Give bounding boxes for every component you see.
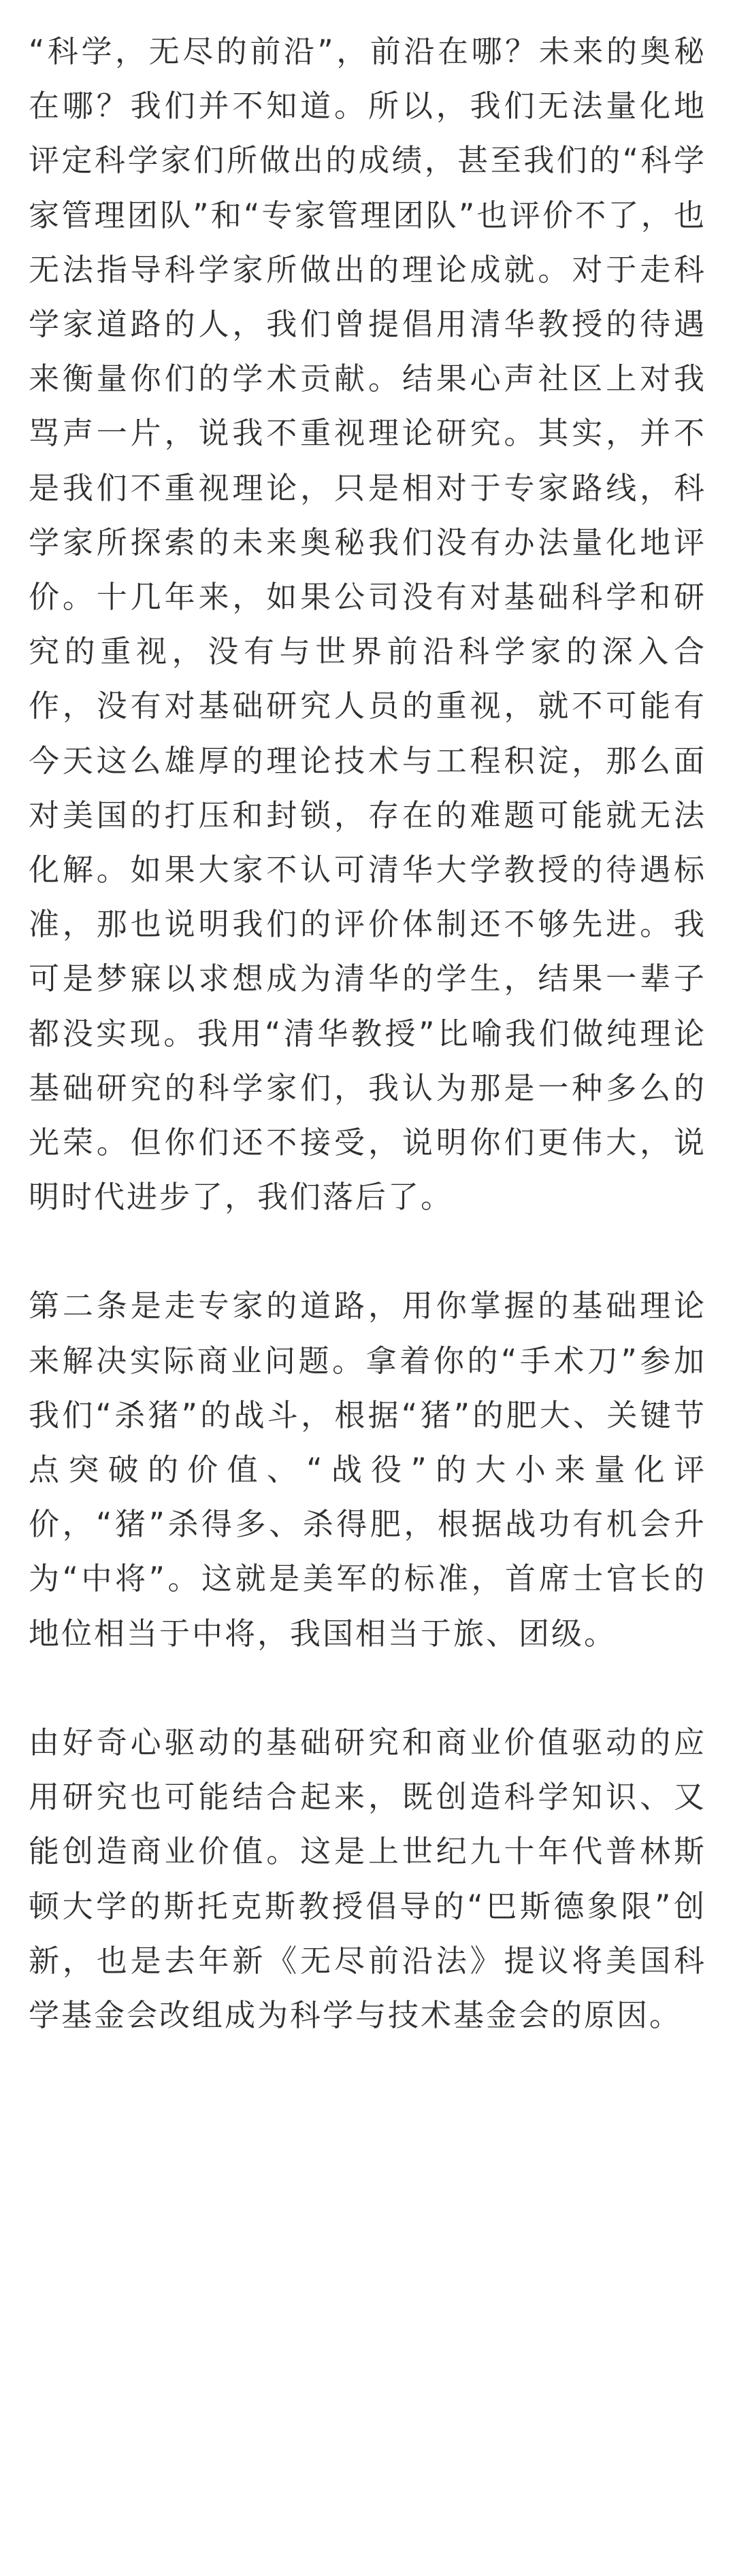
paragraph-pasteur-quadrant: 由好奇心驱动的基础研究和商业价值驱动的应用研究也可能结合起来，既创造科学知识、又能创造商业价值。这是上世纪九十年代普林斯顿大学的斯托克斯教授倡导的“巴斯德象限”创新，也是去年新《无尽前沿法》提议将美国科学基金会改组成为科学与技术基金会的原因。 — [29, 1724, 706, 2033]
paragraph-scientist-path: “科学，无尽的前沿”，前沿在哪？未来的奥秘在哪？我们并不知道。所以，我们无法量化地评定科学家们所做出的成绩，甚至我们的“科学家管理团队”和“专家管理团队”也评价不了，也无法指导科学家所做出的理论成就。对于走科学家道路的人，我们曾提倡用清华教授的待遇来衡量你们的学术贡献。结果心声社区上对我骂声一片，说我不重视理论研究。其实，并不是我们不重视理论，只是相对于专家路线，科学家所探索的未来奥秘我们没有办法量化地评价。十几年来，如果公司没有对基础科学和研究的重视，没有与世界前沿科学家的深入合作，没有对基础研究人员的重视，就不可能有今天这么雄厚的理论技术与工程积淀，那么面对美国的打压和封锁，存在的难题可能就无法化解。如果大家不认可清华大学教授的待遇标准，那也说明我们的评价体制还不够先进。我可是梦寐以求想成为清华的学生，结果一辈子都没实现。我用“清华教授”比喻我们做纯理论基础研究的科学家们，我认为那是一种多么的光荣。但你们还不接受，说明你们更伟大，说明时代进步了，我们落后了。 — [29, 33, 706, 1216]
paragraph-expert-path: 第二条是走专家的道路，用你掌握的基础理论来解决实际商业问题。拿着你的“手术刀”参加我们“杀猪”的战斗，根据“猪”的肥大、关键节点突破的价值、“战役”的大小来量化评价，“猪”杀得多、杀得肥，根据战功有机会升为“中将”。这就是美军的标准，首席士官长的地位相当于中将，我国相当于旅、团级。 — [29, 1288, 706, 1652]
